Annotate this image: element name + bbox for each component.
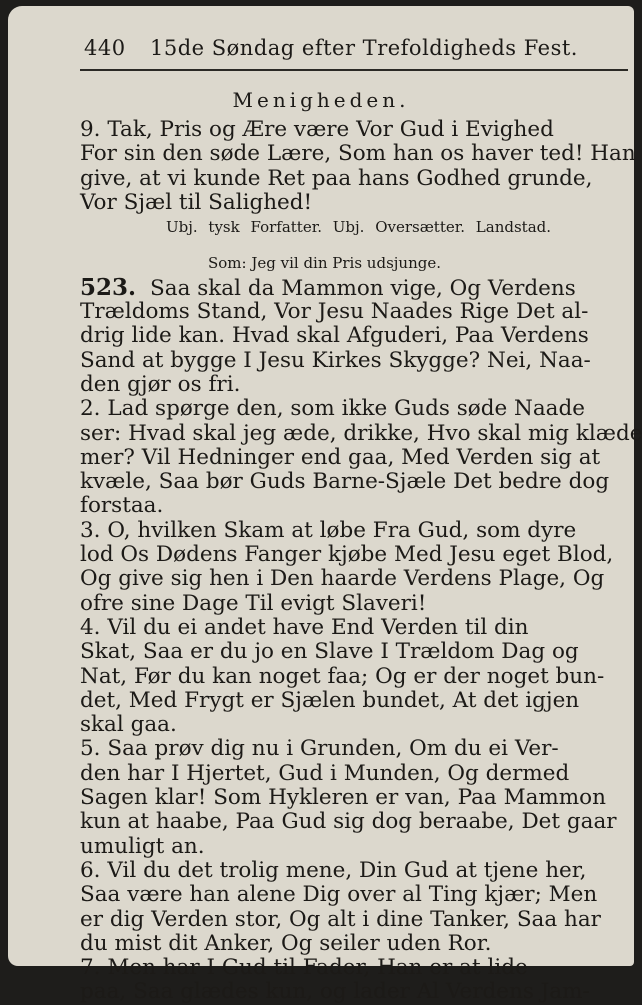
verse-line: ser: Hvad skal jeg æde, drikke, Hvo skal mig klæde (80, 420, 642, 446)
hymn-522-verse-9 (80, 117, 636, 215)
melody-reference: Som: Jeg vil din Pris udsjunge. (208, 254, 441, 273)
verse-line: Saa være han alene Dig over al Ting kjær; Men (80, 882, 598, 908)
verse-line: Og give sig hen i Den haarde Verdens Plage, Og (80, 566, 605, 592)
verse-line: Sagen klar! Som Hykleren er van, Paa Mammon (80, 785, 606, 811)
verse-line: Trældoms Stand, Vor Jesu Naades Rige Det al- (80, 299, 589, 325)
verse-line: det, Med Frygt er Sjælen bundet, At det igjen (80, 687, 580, 713)
hymn-523-verse-6 (80, 859, 628, 956)
page-body (80, 117, 642, 1005)
verse-line: ofre sine Dage Til evigt Slaveri! (80, 590, 427, 616)
verse-line: umuligt an. (80, 833, 205, 859)
verse-line: 3. O, hvilken Skam at løbe Fra Gud, som dyre (80, 517, 577, 543)
book-page (8, 6, 642, 1005)
verse-line: 9. Tak, Pris og Ære være Vor Gud i Evighed (80, 117, 554, 142)
hymn-523-verse-7 (80, 956, 628, 1005)
verse-line: kun at haabe, Paa Gud sig dog beraabe, Det gaar (80, 809, 617, 835)
verse-line: 2. Lad spørge den, som ikke Guds søde Naade (80, 396, 585, 422)
verse-line: forstaa. (80, 493, 164, 519)
verse-line: 7. Men har I Gud til Fader, Han er at lide (80, 955, 528, 981)
verse-line: den gjør os fri. (80, 371, 241, 397)
section-heading: Menigheden. (232, 88, 410, 112)
verse-line: give, at vi kunde Ret paa hans Godhed grunde, (80, 165, 593, 191)
verse-line (80, 273, 628, 301)
verse-line: Nat, Før du kan noget faa; Og er der noget bun- (80, 663, 605, 689)
verse-line: 4. Vil du ei andet have End Verden til din (80, 614, 529, 640)
verse-line: skal gaa. (80, 712, 177, 738)
verse-line: Skat, Saa er du jo en Slave I Trældom Dag og (80, 639, 579, 665)
verse-line: Vor Sjæl til Salighed! (80, 189, 313, 215)
verse-line: paa, Saa glædes kun, og lader Al Verdens Jam- (80, 979, 590, 1005)
verse-line: For sin den søde Lære, Som han os haver ted! Han (80, 141, 636, 167)
verse-line: den har I Hjertet, Gud i Munden, Og dermed (80, 760, 570, 786)
spacer (80, 239, 628, 251)
hymn-523-verse-3 (80, 519, 628, 616)
hymn-523-verse-5 (80, 737, 628, 858)
verse-line: er dig Verden stor, Og alt i dine Tanker, Saa har (80, 906, 601, 932)
verse-line: mer? Vil Hedninger end gaa, Med Verden sig at (80, 444, 601, 470)
verse-line: du mist dit Anker, Og seiler uden Ror. (80, 930, 492, 956)
hymn-number: 523. (80, 273, 137, 301)
hymn-523-verse-1 (80, 273, 628, 397)
verse-line: drig lide kan. Hvad skal Afguderi, Paa Verdens (80, 323, 589, 349)
verse-line: lod Os Dødens Fanger kjøbe Med Jesu eget Blod, (80, 542, 614, 568)
verse-first-line: Saa skal da Mammon vige, Og Verdens (150, 275, 576, 301)
running-title: 15de Søndag efter Trefoldigheds Fest. (150, 36, 578, 60)
header-rule (80, 69, 628, 71)
verse-line: kvæle, Saa bør Guds Barne-Sjæle Det bedre dog (80, 469, 610, 495)
hymn-523-verse-2 (80, 396, 642, 519)
verse-line: 5. Saa prøv dig nu i Grunden, Om du ei Ver- (80, 736, 559, 762)
hymn-523-verse-4 (80, 616, 628, 737)
verse-line: 6. Vil du det trolig mene, Din Gud at tjene her, (80, 857, 587, 883)
page-header (84, 36, 624, 60)
verse-line: Sand at bygge I Jesu Kirkes Skygge? Nei, Naa- (80, 347, 591, 373)
page-number: 440 (84, 36, 126, 60)
hymn-attribution: Ubj. tysk Forfatter. Ubj. Oversætter. Landstad. (166, 218, 552, 237)
